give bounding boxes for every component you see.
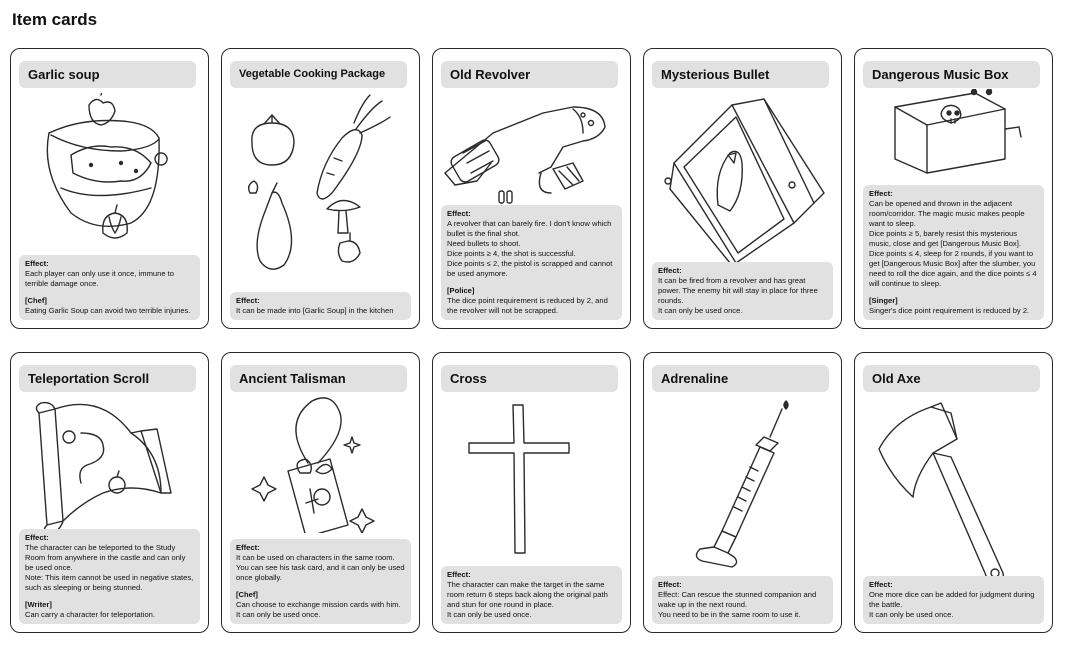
item-card-old-revolver[interactable] bbox=[432, 48, 631, 329]
card-title: Vegetable Cooking Package bbox=[230, 61, 407, 88]
page-title: Item cards bbox=[12, 10, 98, 29]
garlic-soup-icon bbox=[11, 93, 209, 248]
card-title: Teleportation Scroll bbox=[19, 365, 196, 392]
item-card-adrenaline[interactable] bbox=[643, 352, 842, 633]
scroll-icon bbox=[11, 393, 209, 533]
card-title: Old Axe bbox=[863, 365, 1040, 392]
item-card-teleportation-scroll[interactable] bbox=[10, 352, 209, 633]
card-title: Cross bbox=[441, 365, 618, 392]
card-description: Effect: The character can be teleported to the Study Room from anywhere in the castle and can only be used once. Note: This item cannot be used in negative states, such as sleeping or being stunned. [Writer] Can carry a character for teleportation. bbox=[19, 529, 200, 624]
item-card-cross[interactable] bbox=[432, 352, 631, 633]
card-description: Effect: Can be opened and thrown in the adjacent room/corridor. The magic music makes people want to sleep. Dice points ≥ 5, barely resist this mysterious music, close and get [Dangerous Music Box]. Dice points ≤ 4, sleep for 2 rounds, if you want to get [Dangerous Music Box] after the slumber, you need to roll the dice again, and the dice points ≤ 4 will continue to sleep. [Singer] Singer's dice point requirement is reduced by 2. bbox=[863, 185, 1044, 320]
syringe-icon bbox=[644, 397, 842, 577]
item-card-dangerous-music-box[interactable] bbox=[854, 48, 1053, 329]
card-description: Effect: It can be used on characters in the same room. You can see his task card, and it can only be used once globally. [Chef] Can choose to exchange mission cards with him. It can only be used once. bbox=[230, 539, 411, 624]
cross-icon bbox=[433, 397, 631, 557]
card-description: Effect: Each player can only use it once, immune to terrible damage once. [Chef] Eating Garlic Soup can avoid two terrible injuries. bbox=[19, 255, 200, 320]
item-card-vegetable-package[interactable] bbox=[221, 48, 420, 329]
item-card-garlic-soup[interactable] bbox=[10, 48, 209, 329]
card-title: Garlic soup bbox=[19, 61, 196, 88]
card-description: Effect: It can be made into [Garlic Soup] in the kitchen bbox=[230, 292, 411, 320]
item-card-ancient-talisman[interactable] bbox=[221, 352, 420, 633]
card-description: Effect: Effect: Can rescue the stunned companion and wake up in the next round. You need to be in the same room to use it. bbox=[652, 576, 833, 624]
bullet-box-icon bbox=[644, 93, 842, 265]
card-description: Effect: The character can make the target in the same room return 6 steps back along the original path and stun for one round in place. It can only be used once. bbox=[441, 566, 622, 624]
card-description: Effect: One more dice can be added for judgment during the battle. It can only be used once. bbox=[863, 576, 1044, 624]
vegetables-icon bbox=[222, 93, 420, 283]
music-box-icon bbox=[855, 89, 1053, 174]
card-title: Mysterious Bullet bbox=[652, 61, 829, 88]
card-description: Effect: It can be fired from a revolver and has great power. The enemy hit will stay in place for three rounds. It can only be used once. bbox=[652, 262, 833, 320]
item-card-mysterious-bullet[interactable] bbox=[643, 48, 842, 329]
axe-icon bbox=[855, 397, 1053, 582]
item-card-old-axe[interactable] bbox=[854, 352, 1053, 633]
card-description: Effect: A revolver that can barely fire. I don't know which bullet is the final shot. Need bullets to shoot. Dice points ≥ 4, the shot is successful. Dice points ≤ 2, the pistol is scrapped and cannot be used anymore. [Police] The dice point requirement is reduced by 2, and the revolver will not be scrapped. bbox=[441, 205, 622, 320]
card-title: Adrenaline bbox=[652, 365, 829, 392]
card-title: Ancient Talisman bbox=[230, 365, 407, 392]
card-title: Old Revolver bbox=[441, 61, 618, 88]
revolver-icon bbox=[433, 93, 631, 205]
talisman-icon bbox=[222, 393, 420, 533]
card-title: Dangerous Music Box bbox=[863, 61, 1040, 88]
